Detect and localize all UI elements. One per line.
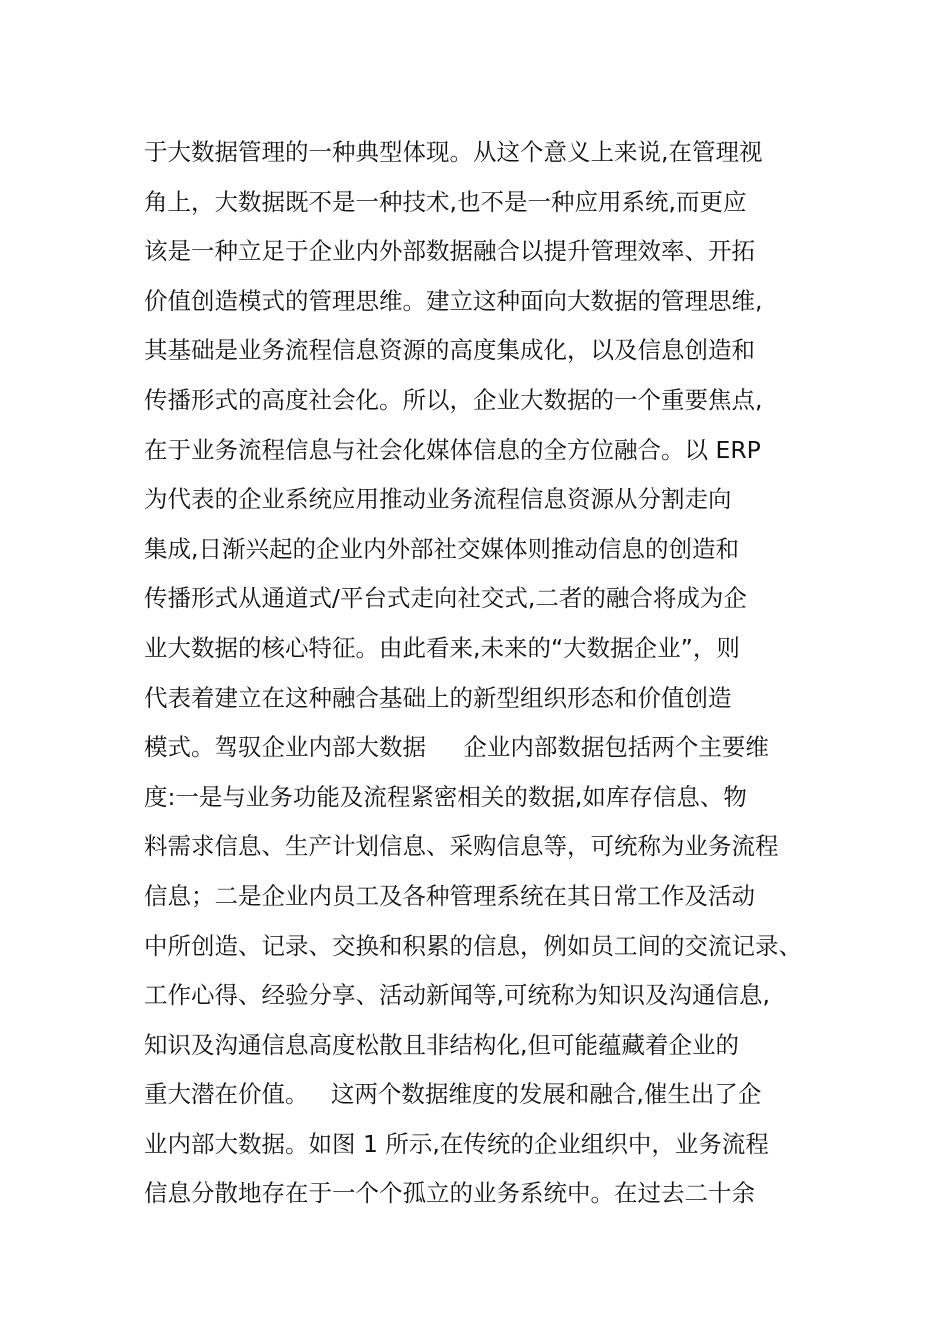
text-line: 中所创造、记录、交换和积累的信息，例如员工间的交流记录、	[144, 931, 802, 960]
text-line: 料需求信息、生产计划信息、采购信息等，可统称为业务流程	[144, 832, 779, 861]
text-line: 信息；二是企业内员工及各种管理系统在其日常工作及活动	[144, 881, 755, 910]
text-line: 于大数据管理的一种典型体现。从这个意义上来说,在管理视	[144, 138, 763, 166]
text-line: 其基础是业务流程信息资源的高度集成化，以及信息创造和	[144, 336, 755, 365]
text-line: 知识及沟通信息高度松散且非结构化,但可能蕴藏着企业的	[144, 1030, 739, 1059]
text-line: 度:一是与业务功能及流程紧密相关的数据,如库存信息、物	[144, 782, 747, 811]
text-line: 在于业务流程信息与社会化媒体信息的全方位融合。以 ERP	[144, 435, 761, 464]
text-line: 该是一种立足于企业内外部数据融合以提升管理效率、开拓	[144, 237, 755, 266]
text-line: 模式。驾驭企业内部大数据 企业内部数据包括两个主要维	[144, 733, 769, 762]
text-line: 价值创造模式的管理思维。建立这种面向大数据的管理思维,	[144, 286, 763, 315]
text-line: 集成,日渐兴起的企业内外部社交媒体则推动信息的创造和	[144, 534, 739, 563]
text-line: 为代表的企业系统应用推动业务流程信息资源从分割走向	[144, 485, 732, 514]
text-line: 代表着建立在这种融合基础上的新型组织形态和价值创造	[144, 683, 732, 712]
body-text	[144, 128, 834, 1219]
text-line: 传播形式的高度社会化。所以，企业大数据的一个重要焦点,	[144, 385, 763, 414]
text-line: 业内部大数据。如图 1 所示,在传统的企业组织中，业务流程	[144, 1129, 769, 1158]
text-line: 传播形式从通道式/平台式走向社交式,二者的融合将成为企	[144, 584, 747, 613]
text-line: 重大潜在价值。 这两个数据维度的发展和融合,催生出了企	[144, 1080, 762, 1109]
text-line: 工作心得、经验分享、活动新闻等,可统称为知识及沟通信息,	[144, 981, 770, 1010]
text-line: 业大数据的核心特征。由此看来,未来的“大数据企业”，则	[144, 633, 740, 662]
text-line: 信息分散地存在于一个个孤立的业务系统中。在过去二十余	[144, 1179, 755, 1208]
text-line: 角上，大数据既不是一种技术,也不是一种应用系统,而更应	[144, 187, 747, 216]
